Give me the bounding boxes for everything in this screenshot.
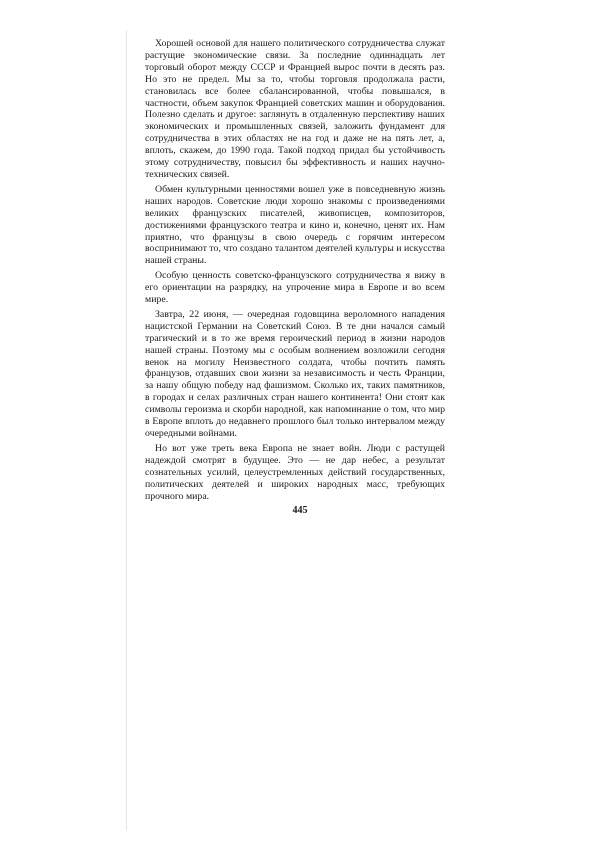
paragraph-cultural-exchange: Обмен культурными ценностями вошел уже в повседневную жизнь наших народов. Советские люди хорошо знакомы с произведениями великих французских писателей, живописцев, композиторов, достижениями французского театра и кино и, конечно, ценят их. Нам приятно, что французы в свою очередь с горячим интересом воспринимают то, что создано талантом деятелей культуры и искусства нашей страны. [145, 183, 445, 267]
paragraph-anniversary: Завтра, 22 июня, — очередная годовщина вероломного нападения нацистской Германии на Советский Союз. В те дни начался самый трагический и в то же время героический период в жизни народов нашей страны. Поэтому мы с особым волнением возложили сегодня венок на могилу Неизвестного солдата, чтобы почтить память французов, отдавших свои жизни за независимость и честь Франции, за нашу общую победу над фашизмом. Сколько их, таких памятников, в городах и селах различных стран нашего континента! Они стоят как символы героизма и скорби народной, как напоминание о том, что мир в Европе вплоть до недавнего прошлого был только интервалом между очередными войнами. [145, 308, 445, 439]
page-fold-edge [126, 30, 127, 830]
body-text [145, 38, 445, 505]
paragraph-economic-ties: Хорошей основой для нашего политического сотрудничества служат растущие экономические связи. За последние одиннадцать лет торговый оборот между СССР и Францией вырос почти в десять раз. Но это не предел. Мы за то, чтобы торговля продолжала расти, становилась все более сбалансированной, чтобы повышался, в частности, объем закупок Францией советских машин и оборудования. Полезно сделать и другое: заглянуть в отдаленную перспективу наших экономических и промышленных связей, заложить фундамент для сотрудничества в этих областях не на год и даже не на пять лет, а, вплоть, скажем, до 1990 года. Такой подход придал бы устойчивость этому сотрудничеству, повысил бы эффективность и наших научно-технических связей. [145, 38, 445, 180]
paragraph-detente: Особую ценность советско-французского сотрудничества я вижу в его ориентации на разрядку, на упрочение мира в Европе и во всем мире. [145, 270, 445, 306]
paragraph-peace-in-europe: Но вот уже треть века Европа не знает войн. Люди с растущей надеждой смотрят в будущее. Это — не дар небес, а результат сознательных усилий, целеустремленных действий государственных, политических деятелей и широких народных масс, требующих прочного мира. [145, 442, 445, 502]
page-number: 445 [292, 505, 308, 516]
